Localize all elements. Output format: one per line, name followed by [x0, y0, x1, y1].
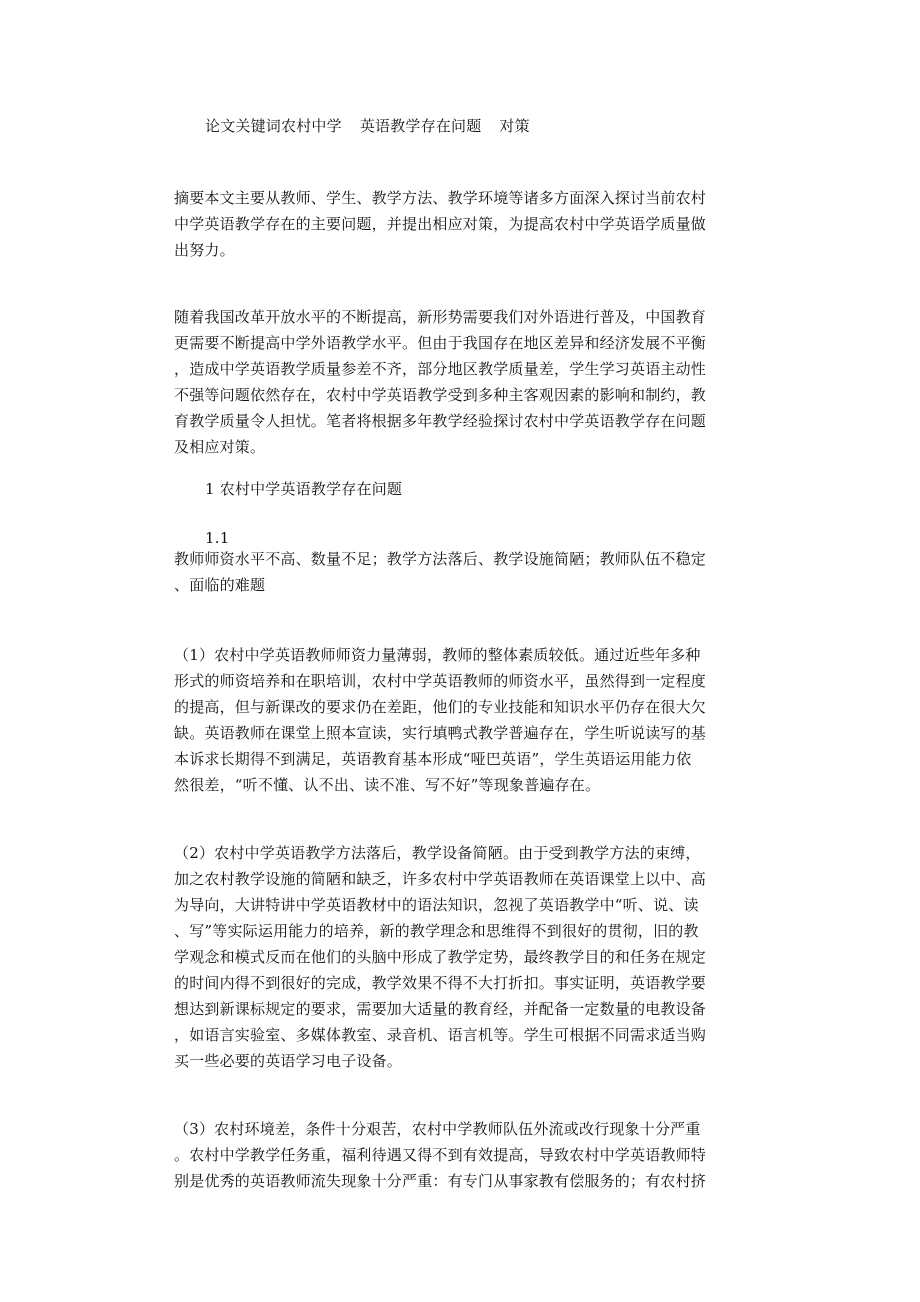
paragraph-line: 的时间内得不到很好的完成，教学效果不得不大打折扣。事实证明，英语教学要	[174, 974, 707, 992]
paragraph-line: 买一些必要的英语学习电子设备。	[174, 1052, 403, 1070]
paragraph-line: （2）农村中学英语教学方法落后，教学设备简陋。由于受到教学方法的束缚，	[174, 844, 701, 862]
abstract-line: 出努力。	[174, 241, 235, 259]
paragraph-line: 形式的师资培养和在职培训，农村中学英语教师的师资水平，虽然得到一定程度	[174, 672, 707, 690]
paragraph-line: ，如语言实验室、多媒体教室、录音机、语言机等。学生可根据不同需求适当购	[174, 1026, 707, 1044]
subsection-title-line: 、面临的难题	[174, 576, 266, 594]
paragraph-line: 的提高，但与新课改的要求仍在差距，他们的专业技能和知识水平仍存在很大欠	[174, 698, 707, 716]
keywords-line	[205, 116, 745, 136]
paragraph-line: 本诉求长期得不到满足，英语教育基本形成“哑巴英语”，学生英语运用能力依	[174, 750, 692, 768]
intro-line: 随着我国改革开放水平的不断提高，新形势需要我们对外语进行普及，中国教育	[174, 308, 707, 326]
abstract-line: 中学英语教学存在的主要问题，并提出相应对策，为提高农村中学英语学质量做	[174, 215, 707, 233]
paragraph-line: 别是优秀的英语教师流失现象十分严重：有专门从事家教有偿服务的；有农村挤	[174, 1172, 707, 1190]
paragraph-line: 加之农村教学设施的简陋和缺乏，许多农村中学英语教师在英语课堂上以中、高	[174, 870, 707, 888]
intro-line: 育教学质量令人担忧。笔者将根据多年教学经验探讨农村中学英语教学存在问题	[174, 412, 707, 430]
paragraph-line: （1）农村中学英语教师师资力量薄弱，教师的整体素质较低。通过近些年多种	[174, 646, 701, 664]
abstract-line: 摘要本文主要从教师、学生、教学方法、教学环境等诸多方面深入探讨当前农村	[174, 189, 707, 207]
subsection-title-line: 教师师资水平不高、数量不足；教学方法落后、教学设施简陋；教师队伍不稳定	[174, 550, 707, 568]
intro-line: 不强等问题依然存在，农村中学英语教学受到多种主客观因素的影响和制约，教	[174, 386, 707, 404]
subsection-number: 1.1	[205, 529, 230, 547]
paragraph-line: 为导向，大讲特讲中学英语教材中的语法知识，忽视了英语教学中“听、说、读	[174, 896, 699, 914]
paragraph-line: 学观念和模式反而在他们的头脑中形成了教学定势，最终教学目的和任务在规定	[174, 948, 707, 966]
keyword-2: 英语教学存在问题	[359, 117, 482, 135]
intro-line: 及相应对策。	[174, 438, 266, 456]
keyword-3: 对策	[499, 117, 530, 135]
paragraph-line: 想达到新课标规定的要求，需要加大适量的教育经，并配备一定数量的电教设备	[174, 1000, 707, 1018]
section-heading: 1 农村中学英语教学存在问题	[205, 480, 403, 498]
paragraph-line: （3）农村环境差，条件十分艰苦，农村中学教师队伍外流或改行现象十分严重	[174, 1120, 701, 1138]
paragraph-line: 然很差，“听不懂、认不出、读不准、写不好”等现象普遍存在。	[174, 776, 601, 794]
paragraph-line: 。农村中学教学任务重，福利待遇又得不到有效提高，导致农村中学英语教师特	[174, 1146, 707, 1164]
keywords-label: 论文关键词农村中学	[205, 117, 342, 135]
intro-line: ，造成中学英语教学质量参差不齐，部分地区教学质量差，学生学习英语主动性	[174, 360, 707, 378]
paragraph-line: 、写”等实际运用能力的培养，新的教学理念和思维得不到很好的贯彻，旧的教	[174, 922, 699, 940]
paragraph-line: 缺。英语教师在课堂上照本宣读，实行填鸭式教学普遍存在，学生听说读写的基	[174, 724, 707, 742]
intro-line: 更需要不断提高中学外语教学水平。但由于我国存在地区差异和经济发展不平衡	[174, 334, 707, 352]
